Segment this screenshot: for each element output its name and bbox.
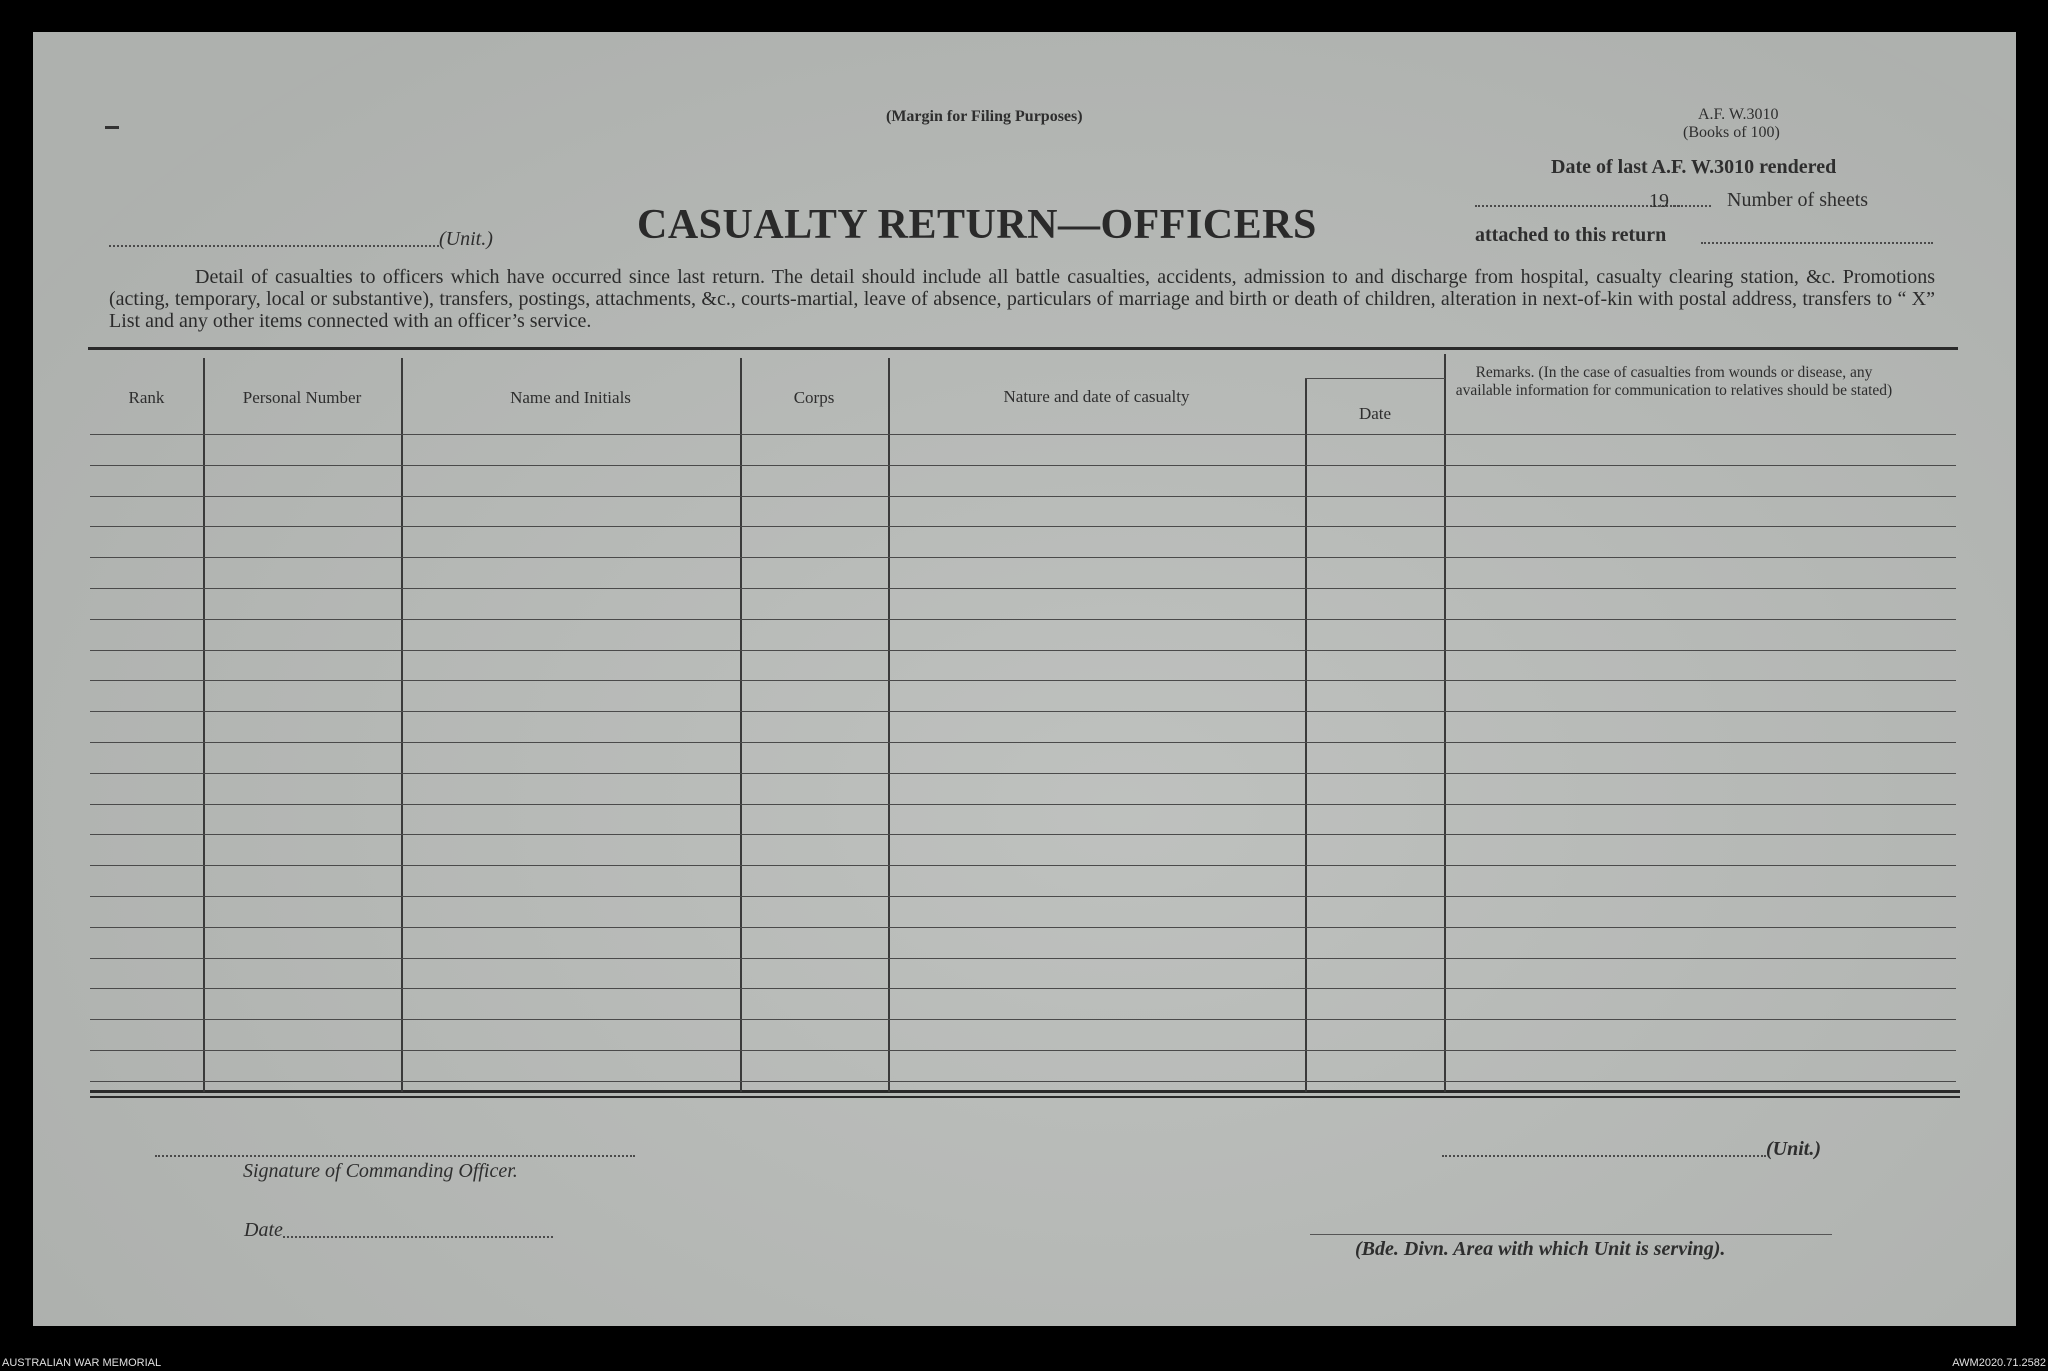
table-row-line	[90, 496, 1956, 497]
col-header-name: Name and Initials	[510, 388, 631, 407]
table-bottom-rule	[90, 1090, 1960, 1093]
unit-field[interactable]	[109, 245, 439, 247]
form-number: A.F. W.3010	[1698, 106, 1779, 123]
col-divider-1	[203, 358, 205, 1092]
col-header-personal-number: Personal Number	[242, 388, 362, 407]
col-divider-4	[888, 358, 890, 1092]
bde-field[interactable]	[1310, 1234, 1832, 1235]
books-note: (Books of 100)	[1683, 124, 1780, 141]
table-row-line	[90, 711, 1956, 712]
table-bottom-rule-2	[90, 1096, 1960, 1098]
col-divider-3	[740, 358, 742, 1092]
footer-unit-field[interactable]	[1442, 1155, 1766, 1157]
table-row-line	[90, 927, 1956, 928]
table-row-line	[90, 526, 1956, 527]
table-row-line	[90, 465, 1956, 466]
margin-note: (Margin for Filing Purposes)	[886, 108, 1083, 125]
table-row-line	[90, 865, 1956, 866]
table-row-line	[90, 680, 1956, 681]
table-row-line	[90, 988, 1956, 989]
detail-paragraph: Detail of casualties to officers which have occurred since last return. The detail should include all battle casualties, accidents, admission to and discharge from hospital, casualty clearing station, &c. Promotions (acting, temporary, local or substantive), transfers, postings, attachments, &c., courts-martial, leave of absence, particulars of marriage and birth or death of children, alteration in next-of-kin with postal address, transfers to “ X” List and any other items connected with an officer’s service.	[109, 266, 1935, 332]
table-row-line	[90, 1050, 1956, 1051]
table-row-line	[90, 588, 1956, 589]
table-row-line	[90, 619, 1956, 620]
table-row-line	[90, 650, 1956, 651]
date-label: Date	[244, 1219, 283, 1241]
footer-date-field[interactable]	[283, 1236, 553, 1238]
col-header-rank: Rank	[128, 388, 165, 407]
filing-mark	[105, 126, 119, 129]
page-title: CASUALTY RETURN—OFFICERS	[637, 202, 1317, 248]
table-row-line	[90, 958, 1956, 959]
unit-label: (Unit.)	[439, 228, 493, 250]
sheets-label: Number of sheets	[1727, 189, 1869, 211]
table-row-line	[90, 742, 1956, 743]
table-row-line	[90, 804, 1956, 805]
attached-field[interactable]	[1701, 242, 1933, 244]
table-top-rule	[88, 347, 1958, 350]
table-row-line	[90, 1019, 1956, 1020]
table-row-line	[90, 896, 1956, 897]
table-row-line	[90, 773, 1956, 774]
year-prefix: 19	[1649, 190, 1669, 212]
table-row-line	[90, 834, 1956, 835]
table-row-line	[90, 557, 1956, 558]
col-header-corps: Corps	[793, 388, 835, 407]
institution-caption: AUSTRALIAN WAR MEMORIAL	[2, 1357, 162, 1369]
bde-label: (Bde. Divn. Area with which Unit is serving).	[1355, 1238, 1726, 1260]
date-last-label: Date of last A.F. W.3010 rendered	[1551, 156, 1837, 178]
signature-label: Signature of Commanding Officer.	[243, 1160, 518, 1182]
date-subheader-line	[1305, 378, 1445, 379]
col-divider-2	[401, 358, 403, 1092]
col-header-date: Date	[1358, 404, 1392, 423]
col-divider-5	[1305, 378, 1307, 1092]
catalogue-caption: AWM2020.71.2582	[1952, 1357, 2046, 1369]
header-bottom-line	[90, 434, 1956, 435]
signature-field[interactable]	[155, 1155, 635, 1157]
attached-label: attached to this return	[1475, 224, 1667, 246]
footer-unit-label: (Unit.)	[1766, 1138, 1821, 1160]
year-field[interactable]	[1673, 205, 1711, 207]
col-header-remarks: Remarks. (In the case of casualties from wounds or disease, any available information for communication to relatives should be stated)	[1455, 364, 1893, 399]
table-row-line	[90, 1081, 1956, 1082]
form-sheet	[33, 32, 2016, 1326]
col-header-nature: Nature and date of casualty	[1003, 387, 1190, 406]
